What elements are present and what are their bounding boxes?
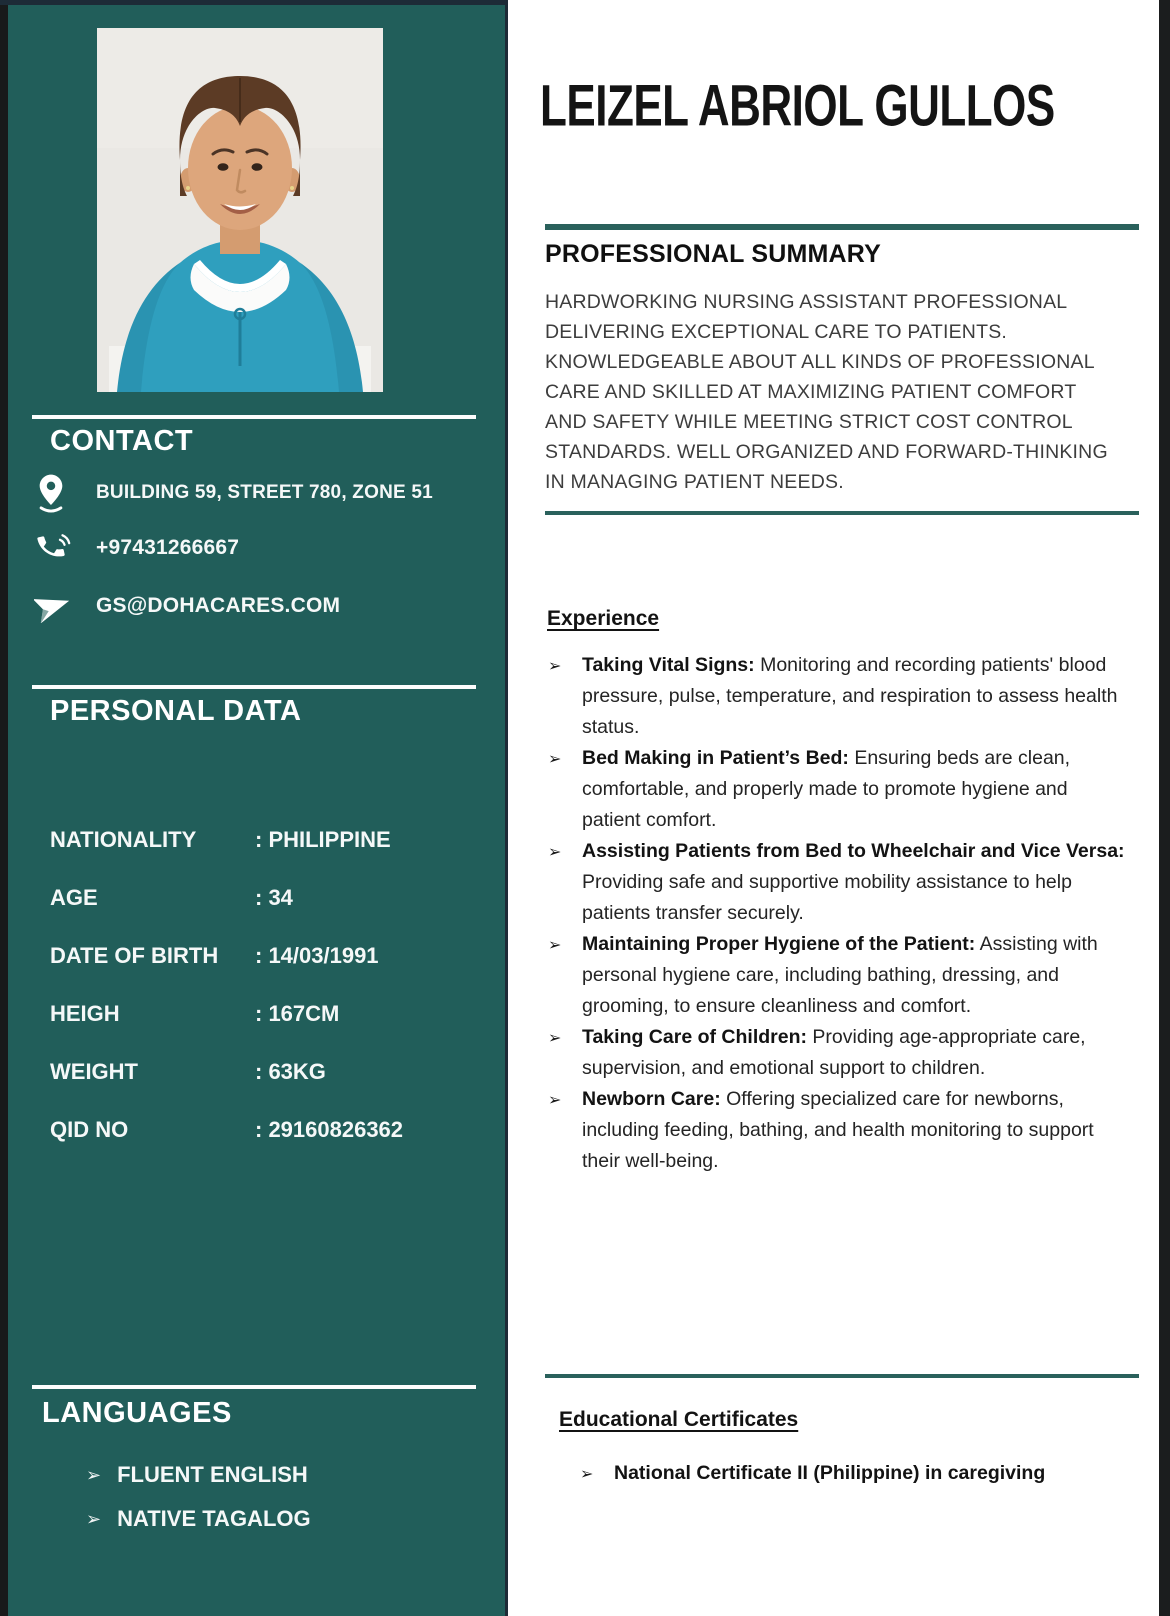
contact-heading: CONTACT: [50, 425, 194, 457]
data-row-nationality: [50, 823, 480, 856]
education-list: [580, 1458, 1158, 1490]
summary-text: HARDWORKING NURSING ASSISTANT PROFESSIONAL DELIVERING EXCEPTIONAL CARE TO PATIENTS. KNOWLEDGEABLE ABOUT ALL KINDS OF PROFESSIONAL CARE AND SKILLED AT MAXIMIZING PATIENT COMFORT AND SAFETY WHILE MEETING STRICT COST CONTROL STANDARDS. WELL ORGANIZED AND FORWARD-THINKING IN MANAGING PATIENT NEEDS.: [545, 291, 1108, 493]
item-description: Monitoring and recording patients' blood pressure, pulse, temperature, and respiration to assess health status.: [582, 654, 1118, 738]
experience-item: [548, 650, 1126, 743]
sidebar: [8, 5, 505, 1616]
arrow-bullet-icon: ➢: [580, 1466, 594, 1483]
row-value: : 63KG: [255, 1059, 326, 1084]
arrow-bullet-icon: ➢: [548, 844, 562, 861]
item-title: Newborn Care:: [582, 1088, 721, 1110]
data-row-height: [50, 997, 480, 1030]
personal-data-divider: [32, 685, 476, 689]
profile-photo: [97, 28, 383, 392]
item-description: Offering specialized care for newborns, including feeding, bathing, and health monitoring to support their well-being.: [582, 1088, 1094, 1172]
summary-heading: PROFESSIONAL SUMMARY: [545, 240, 881, 268]
data-row-qid-no: [50, 1113, 480, 1146]
contact-email-row: [34, 589, 340, 623]
data-row-age: [50, 881, 480, 914]
row-label: WEIGHT: [50, 1059, 138, 1084]
item-title: Assisting Patients from Bed to Wheelchair and Vice Versa:: [582, 840, 1125, 862]
contact-divider: [32, 415, 476, 419]
profile-photo-illustration: [97, 28, 383, 392]
item-description: Providing safe and supportive mobility assistance to help patients transfer securely.: [582, 871, 1072, 924]
arrow-bullet-icon: ➢: [548, 937, 562, 954]
contact-email: GS@DOHACARES.COM: [96, 594, 341, 617]
item-title: Taking Care of Children:: [582, 1026, 807, 1048]
arrow-bullet-icon: ➢: [86, 1465, 102, 1485]
experience-item: [548, 1084, 1126, 1177]
education-top-rule: [545, 1374, 1139, 1378]
experience-item: [548, 929, 1126, 1022]
contact-address: BUILDING 59, STREET 780, ZONE 51: [96, 482, 433, 503]
item-title: Taking Vital Signs:: [582, 654, 755, 676]
language-label: FLUENT ENGLISH: [117, 1462, 308, 1487]
languages-divider: [32, 1385, 476, 1389]
row-label: AGE: [50, 885, 98, 910]
summary-bottom-rule: [545, 511, 1139, 515]
experience-heading: Experience: [547, 607, 660, 630]
location-pin-icon: [34, 473, 96, 513]
phone-icon: [34, 529, 96, 567]
arrow-bullet-icon: ➢: [548, 1092, 562, 1109]
contact-phone: +97431266667: [96, 536, 240, 559]
row-value: : 167CM: [255, 1001, 340, 1026]
item-title: Bed Making in Patient’s Bed:: [582, 747, 849, 769]
language-item: [86, 1504, 311, 1534]
arrow-bullet-icon: ➢: [548, 1030, 562, 1047]
experience-item: [548, 743, 1126, 836]
page-left-border: [0, 0, 8, 1616]
row-label: DATE OF BIRTH: [50, 943, 219, 968]
candidate-name: LEIZEL ABRIOL GULLOS: [540, 74, 1055, 139]
contact-address-row: [34, 473, 433, 513]
personal-data-rows: [50, 823, 480, 1171]
education-heading: Educational Certificates: [559, 1408, 799, 1431]
arrow-bullet-icon: ➢: [548, 751, 562, 768]
main-content: [508, 0, 1159, 1616]
language-item: [86, 1460, 311, 1490]
item-description: Ensuring beds are clean, comfortable, and properly made to promote hygiene and patient comfort.: [582, 747, 1071, 831]
contact-phone-row: [34, 529, 239, 567]
languages-list: [86, 1460, 311, 1548]
row-value: : 29160826362: [255, 1117, 404, 1142]
education-item: [580, 1458, 1158, 1490]
personal-data-heading: PERSONAL DATA: [50, 695, 302, 727]
data-row-weight: [50, 1055, 480, 1088]
row-value: : 14/03/1991: [255, 943, 379, 968]
languages-heading: LANGUAGES: [42, 1397, 232, 1429]
page-right-border: [1159, 0, 1170, 1616]
row-label: HEIGH: [50, 1001, 120, 1026]
item-title: Maintaining Proper Hygiene of the Patient:: [582, 933, 976, 955]
experience-item: [548, 1022, 1126, 1084]
experience-item: [548, 836, 1126, 929]
summary-top-rule: [545, 224, 1139, 230]
language-label: NATIVE TAGALOG: [117, 1506, 311, 1531]
item-title: National Certificate II (Philippine) in caregiving: [614, 1462, 1046, 1484]
experience-list: [548, 650, 1126, 1177]
row-label: QID NO: [50, 1117, 129, 1142]
item-description: Providing age-appropriate care, supervision, and emotional support to children.: [582, 1026, 1086, 1079]
send-icon: [34, 589, 96, 623]
row-value: : PHILIPPINE: [255, 827, 391, 852]
arrow-bullet-icon: ➢: [548, 658, 562, 675]
row-label: NATIONALITY: [50, 827, 197, 852]
item-description: Assisting with personal hygiene care, including bathing, dressing, and grooming, to ensure cleanliness and comfort.: [582, 933, 1098, 1017]
arrow-bullet-icon: ➢: [86, 1509, 102, 1529]
row-value: : 34: [255, 885, 293, 910]
data-row-date-of-birth: [50, 939, 480, 972]
